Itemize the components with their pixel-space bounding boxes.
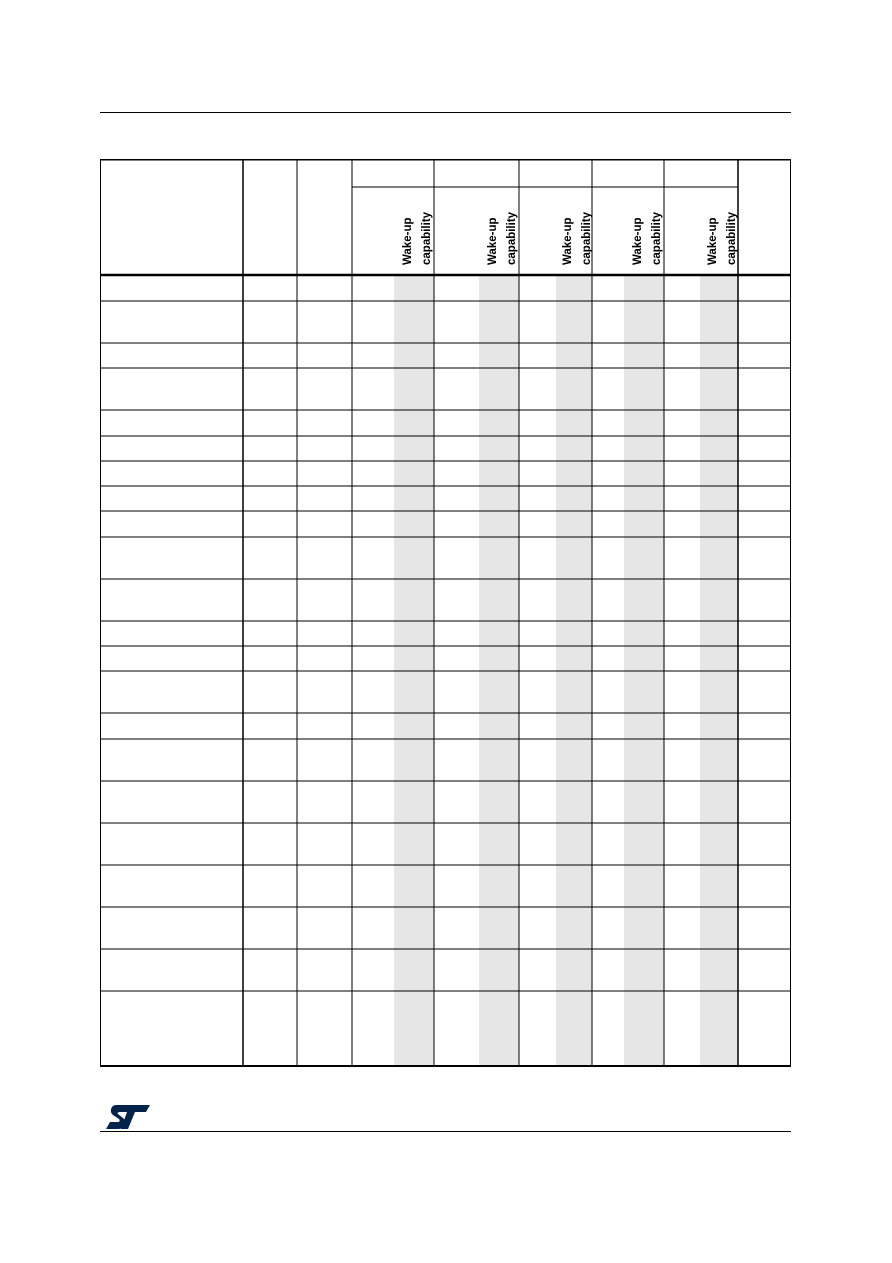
header-rule [100,112,791,113]
wakeup-capability-header [707,211,738,265]
wakeup-capability-header-line: Wake-up [562,217,574,265]
wakeup-capability-header-line: Wake-up [487,217,499,265]
wakeup-capability-header-line: Wake-up [402,217,414,265]
table-grid [100,159,791,1067]
table-border [101,160,791,1067]
wakeup-capability-header-line: Wake-up [707,217,719,265]
wakeup-capability-header [402,211,433,265]
wakeup-capability-header-line: capability [581,211,593,265]
footer-rule [100,1131,791,1132]
st-logo-icon [104,1103,152,1131]
wakeup-capability-header-line: capability [421,211,433,265]
wakeup-capability-header-line: capability [726,211,738,265]
wakeup-capability-header [632,211,663,265]
wakeup-capability-header [487,211,518,265]
wakeup-capability-header-line: Wake-up [632,217,644,265]
wakeup-capability-header-line: capability [651,211,663,265]
wakeup-capability-header-line: capability [506,211,518,265]
wakeup-capability-header [562,211,593,265]
peripheral-modes-table [100,159,791,1067]
